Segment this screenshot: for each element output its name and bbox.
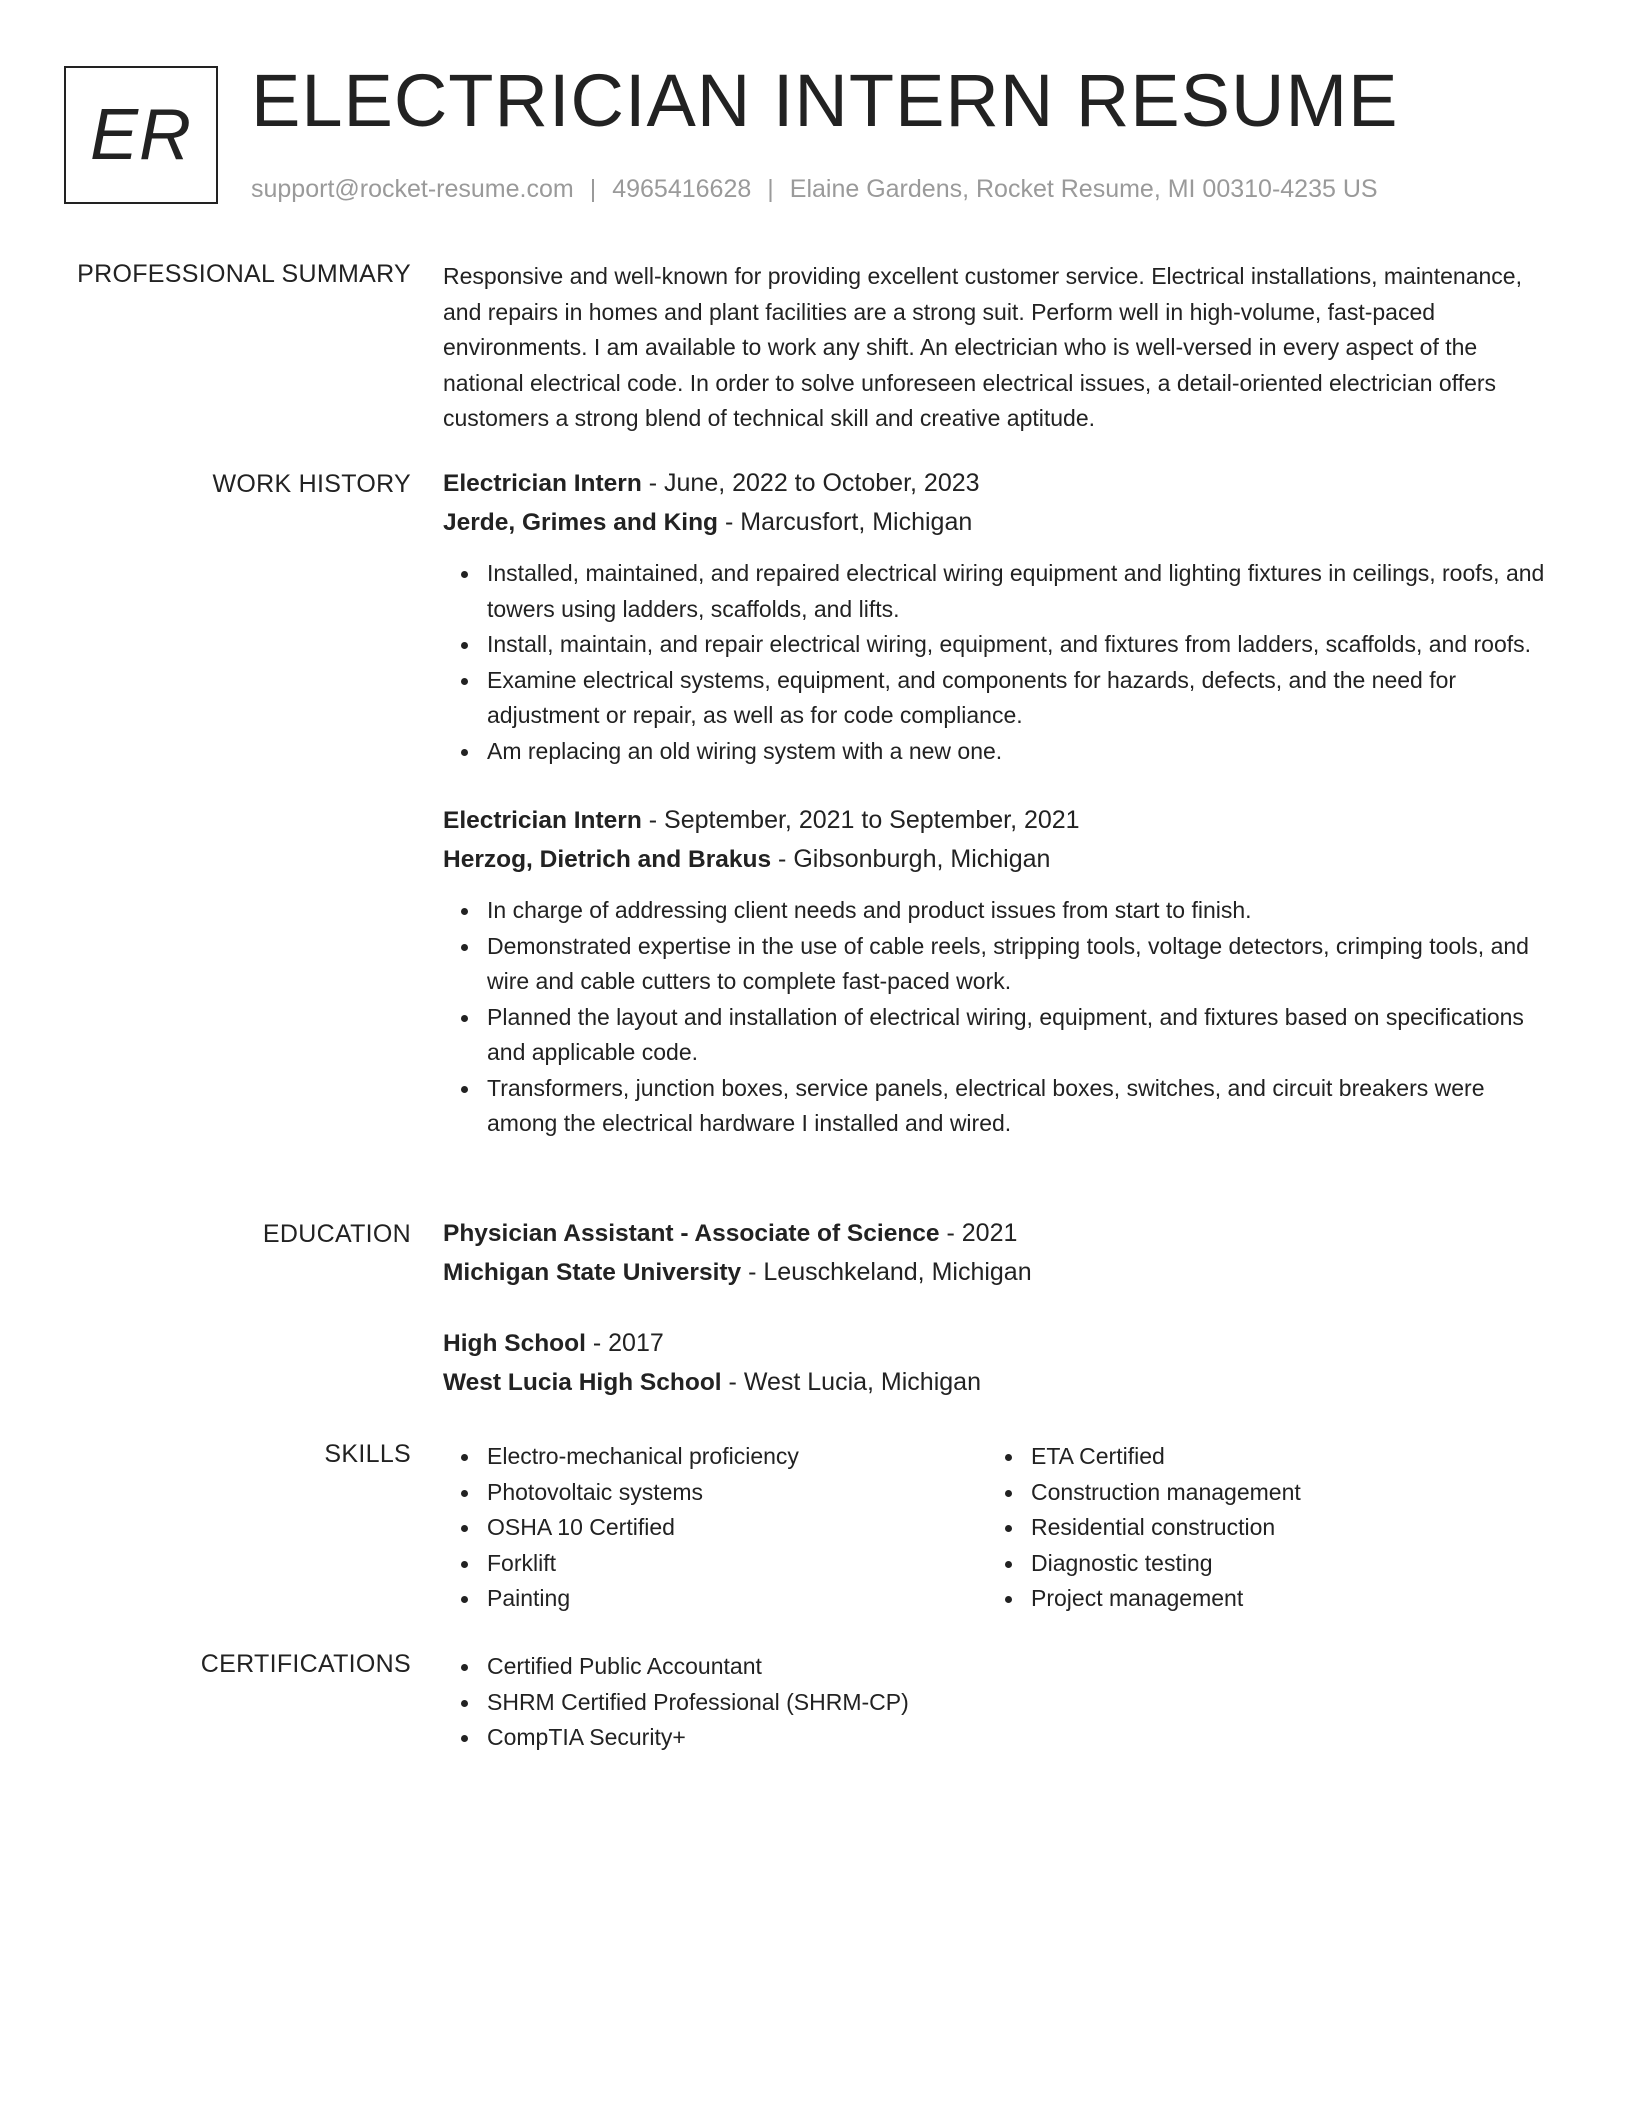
list-item: In charge of addressing client needs and product issues from start to finish. bbox=[487, 893, 1553, 929]
job-location: - Gibsonburgh, Michigan bbox=[771, 845, 1051, 873]
contact-separator: | bbox=[767, 175, 774, 203]
skill-item: Painting bbox=[487, 1581, 1553, 1617]
job-company: Jerde, Grimes and King bbox=[443, 509, 719, 536]
education-entry bbox=[443, 1324, 1553, 1402]
monogram-text: ER bbox=[89, 95, 193, 175]
monogram-logo bbox=[64, 66, 218, 204]
job-dates: - September, 2021 to September, 2021 bbox=[641, 806, 1080, 834]
resume-title: ELECTRICIAN INTERN RESUME bbox=[251, 59, 1399, 142]
skill-item: Forklift bbox=[487, 1546, 1553, 1582]
section-heading-work-history: WORK HISTORY bbox=[212, 470, 411, 498]
list-item: Demonstrated expertise in the use of cable reels, stripping tools, voltage detectors, crimping tools, and wire and cable cutters to complete fast-paced work. bbox=[487, 929, 1553, 1000]
degree-line bbox=[443, 1324, 1553, 1363]
school: West Lucia High School bbox=[443, 1369, 722, 1396]
contact-address: Elaine Gardens, Rocket Resume, MI 00310-4235 US bbox=[789, 175, 1378, 203]
degree-line bbox=[443, 1214, 1553, 1253]
section-heading-certifications: CERTIFICATIONS bbox=[200, 1650, 411, 1678]
job-title: Electrician Intern bbox=[443, 807, 642, 834]
degree: High School bbox=[443, 1330, 586, 1357]
job-company-line bbox=[443, 840, 1553, 879]
job-dates: - June, 2022 to October, 2023 bbox=[641, 469, 980, 497]
job-company: Herzog, Dietrich and Brakus bbox=[443, 846, 772, 873]
list-item: Examine electrical systems, equipment, and components for hazards, defects, and the need for adjustment or repair, as well as for code compliance. bbox=[487, 663, 1553, 734]
summary-text: Responsive and well-known for providing excellent customer service. Electrical installations, maintenance, and repairs in homes and plant facilities are a strong suit. Perform well in high-volume, fast-paced environments. I am available to work any shift. An electrician who is well-versed in every aspect of the national electrical code. In order to solve unforeseen electrical issues, a detail-oriented electrician offers customers a strong blend of technical skill and creative aptitude. bbox=[443, 263, 1522, 431]
school-line bbox=[443, 1363, 1553, 1402]
skill-item: Photovoltaic systems bbox=[487, 1475, 1553, 1511]
job-title-line bbox=[443, 801, 1553, 840]
skill-item: Residential construction bbox=[1031, 1510, 1301, 1546]
degree-year: - 2021 bbox=[939, 1219, 1018, 1247]
certifications-list bbox=[443, 1649, 1553, 1756]
school-line bbox=[443, 1253, 1553, 1292]
list-item: Am replacing an old wiring system with a new one. bbox=[487, 734, 1553, 770]
skills-list-col2 bbox=[987, 1439, 1301, 1617]
school-location: - Leuschkeland, Michigan bbox=[741, 1258, 1032, 1286]
list-item: Install, maintain, and repair electrical wiring, equipment, and fixtures from ladders, scaffolds, and roofs. bbox=[487, 627, 1553, 663]
skill-item: Diagnostic testing bbox=[1031, 1546, 1301, 1582]
skill-item: Construction management bbox=[1031, 1475, 1301, 1511]
skill-item: ETA Certified bbox=[1031, 1439, 1301, 1475]
certification-item: CompTIA Security+ bbox=[487, 1720, 1553, 1756]
degree-year: - 2017 bbox=[585, 1329, 664, 1357]
contact-separator: | bbox=[589, 175, 597, 203]
job-company-line bbox=[443, 503, 1553, 542]
job-bullets bbox=[443, 556, 1553, 769]
skill-item: Electro-mechanical proficiency bbox=[487, 1439, 1553, 1475]
contact-line bbox=[251, 173, 1378, 205]
school-location: - West Lucia, Michigan bbox=[721, 1368, 981, 1396]
job-location: - Marcusfort, Michigan bbox=[718, 508, 973, 536]
skill-item: OSHA 10 Certified bbox=[487, 1510, 1553, 1546]
job-bullets bbox=[443, 893, 1553, 1142]
contact-email[interactable]: support@rocket-resume.com bbox=[251, 175, 574, 203]
job-title: Electrician Intern bbox=[443, 470, 642, 497]
education-entry bbox=[443, 1214, 1553, 1292]
job-title-line bbox=[443, 464, 1553, 503]
job-entry bbox=[443, 464, 1553, 769]
section-heading-summary: PROFESSIONAL SUMMARY bbox=[77, 260, 411, 288]
list-item: Planned the layout and installation of electrical wiring, equipment, and fixtures based on specifications and applicable code. bbox=[487, 1000, 1553, 1071]
school: Michigan State University bbox=[443, 1259, 742, 1286]
degree: Physician Assistant - Associate of Science bbox=[443, 1220, 940, 1247]
section-heading-skills: SKILLS bbox=[324, 1440, 411, 1468]
contact-phone[interactable]: 4965416628 bbox=[612, 175, 752, 203]
job-entry bbox=[443, 801, 1553, 1142]
list-item: Transformers, junction boxes, service panels, electrical boxes, switches, and circuit breakers were among the electrical hardware I installed and wired. bbox=[487, 1071, 1553, 1142]
section-heading-education: EDUCATION bbox=[262, 1220, 411, 1248]
skill-item: Project management bbox=[1031, 1581, 1301, 1617]
list-item: Installed, maintained, and repaired electrical wiring equipment and lighting fixtures in ceilings, roofs, and towers using ladders, scaffolds, and lifts. bbox=[487, 556, 1553, 627]
certification-item: Certified Public Accountant bbox=[487, 1649, 1553, 1685]
certification-item: SHRM Certified Professional (SHRM-CP) bbox=[487, 1685, 1553, 1721]
